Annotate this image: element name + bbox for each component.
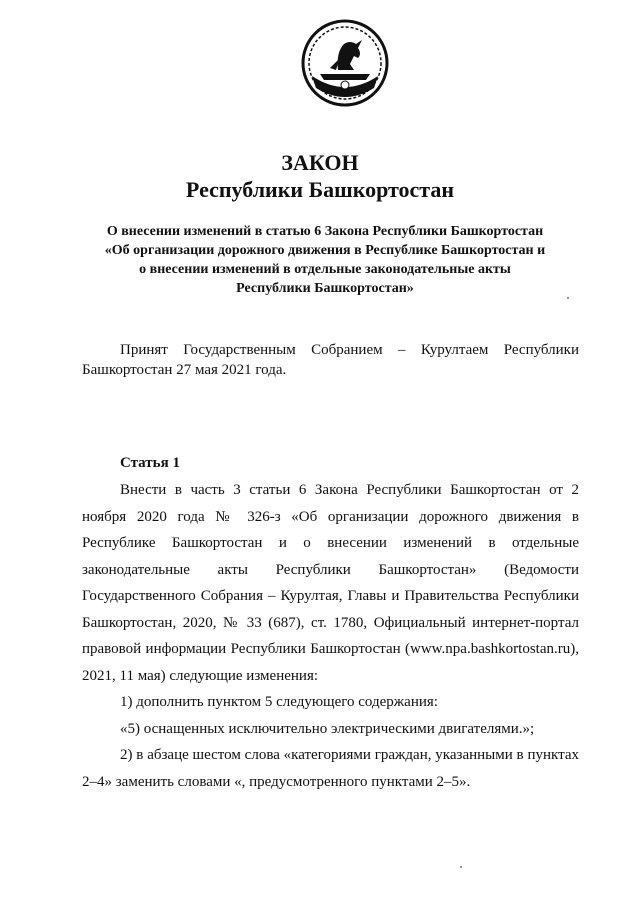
article-paragraph: Внести в часть 3 статьи 6 Закона Республики Башкортостан от 2 ноября 2020 года № 326-з «Об организации дорожного движения в Республике Башкортостан и о внесении изменений в отдельные законодательные акты Республики Башкортостан» (Ведомости Государственного Собрания – Курултая, Главы и Правительства Республики Башкортостан, 2020, № 33 (687), ст. 1780, Официальный интернет-портал правовой информации Республики Башкортостан (www.npa.bashkortostan.ru), 2021, 11 мая) следующие изменения: bbox=[82, 482, 579, 684]
subject-line: о внесении изменений в отдельные законодательные акты bbox=[139, 262, 511, 277]
adoption-statement: Принят Государственным Собранием – Курултаем Республики Башкортостан 27 мая 2021 года. bbox=[82, 342, 579, 378]
scan-speck bbox=[567, 297, 569, 299]
article-paragraph: 2) в абзаце шестом слова «категориями граждан, указанными в пунктах 2–4» заменить словами «, предусмотренного пунктами 2–5». bbox=[82, 747, 579, 790]
scan-speck bbox=[460, 866, 462, 868]
article-paragraph: 1) дополнить пунктом 5 следующего содержания: bbox=[120, 694, 438, 710]
republic-title: Республики Башкортостан bbox=[185, 177, 455, 202]
subject-line: «Об организации дорожного движения в Республике Башкортостан и bbox=[104, 243, 546, 258]
subject-line: Республики Башкортостан» bbox=[236, 281, 414, 296]
article-body bbox=[82, 477, 579, 795]
article-heading: Статья 1 bbox=[120, 455, 180, 471]
subject-line: О внесении изменений в статью 6 Закона Республики Башкортостан bbox=[106, 224, 544, 239]
coat-of-arms-emblem bbox=[300, 18, 390, 108]
law-title: ЗАКОН bbox=[281, 150, 359, 175]
law-subject bbox=[90, 222, 560, 298]
article-paragraph: «5) оснащенных исключительно электрическими двигателями.»; bbox=[120, 720, 535, 737]
